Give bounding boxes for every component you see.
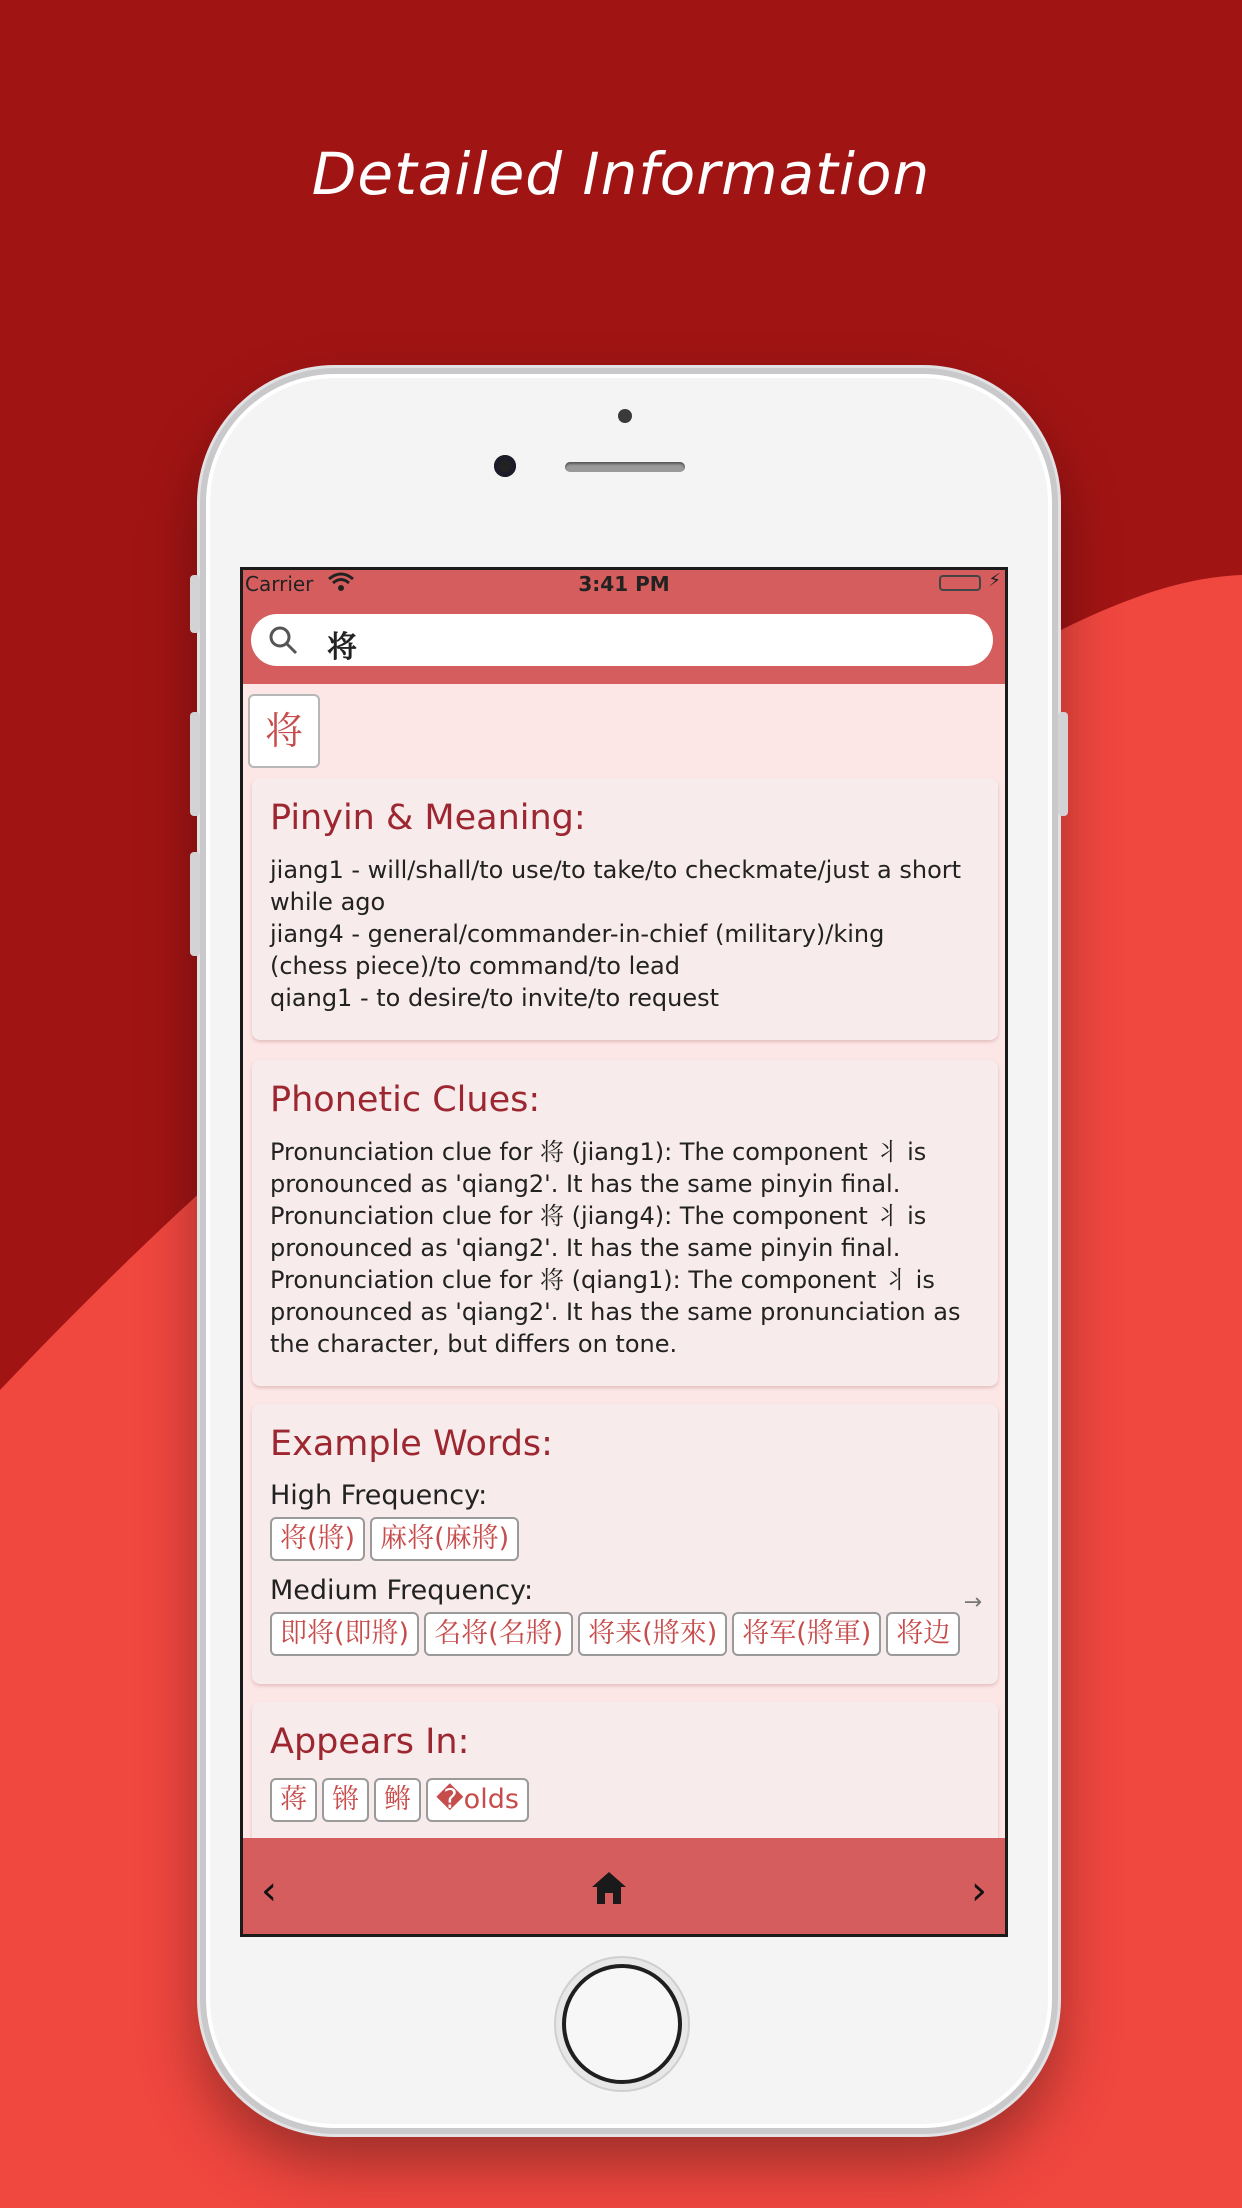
example-words-card: [252, 1404, 998, 1684]
high-frequency-label: High Frequency:: [270, 1480, 488, 1511]
character-chip[interactable]: 鳉: [374, 1778, 421, 1822]
search-icon: [267, 624, 299, 656]
word-chip[interactable]: 即将(即將): [270, 1612, 419, 1656]
app-screen: [240, 567, 1008, 1937]
clue-line: pronounced as 'qiang2'. It has the same pinyin final.: [270, 1234, 901, 1262]
appears-in-list: [270, 1778, 980, 1822]
volume-up-button: [190, 712, 200, 816]
word-chip[interactable]: 将来(將來): [578, 1612, 727, 1656]
meaning-line: (chess piece)/to command/to lead: [270, 952, 680, 980]
front-camera: [494, 455, 516, 477]
back-chevron-icon[interactable]: ‹: [261, 1868, 277, 1914]
meaning-line: jiang4 - general/commander-in-chief (military)/king: [270, 920, 885, 948]
example-words-title: Example Words:: [270, 1424, 553, 1464]
charging-icon: ⚡: [988, 570, 1001, 591]
carrier-label: Carrier: [245, 572, 314, 596]
battery-icon: [939, 575, 981, 591]
top-bar: [243, 570, 1005, 684]
word-chip[interactable]: 将边: [886, 1612, 960, 1656]
clue-line: pronounced as 'qiang2'. It has the same pronunciation as: [270, 1298, 961, 1326]
home-button[interactable]: [562, 1964, 682, 2084]
meaning-line: jiang1 - will/shall/to use/to take/to checkmate/just a short: [270, 856, 962, 884]
earpiece-speaker: [565, 462, 685, 472]
bottom-nav-bar: [243, 1838, 1005, 1934]
character-chip[interactable]: �olds: [426, 1778, 529, 1822]
power-button: [1058, 712, 1068, 816]
phonetic-clues-card: [252, 1060, 998, 1386]
status-bar: [243, 570, 1005, 600]
pinyin-meaning-card: [252, 778, 998, 1040]
search-field[interactable]: [251, 614, 993, 666]
word-chip[interactable]: 将军(將軍): [732, 1612, 881, 1656]
clue-line: the character, but differs on tone.: [270, 1330, 678, 1358]
search-input-value[interactable]: 将: [327, 630, 357, 665]
clue-line: Pronunciation clue for 将 (jiang1): The component 丬 is: [270, 1138, 927, 1166]
medium-frequency-list[interactable]: [270, 1612, 980, 1656]
appears-in-title: Appears In:: [270, 1722, 470, 1762]
volume-down-button: [190, 852, 200, 956]
high-frequency-list: [270, 1517, 980, 1561]
mute-switch: [190, 575, 200, 633]
pinyin-meaning-title: Pinyin & Meaning:: [270, 798, 586, 838]
character-tile[interactable]: 将: [248, 694, 320, 768]
scroll-right-icon: →: [963, 1590, 982, 1615]
status-time: 3:41 PM: [578, 572, 670, 596]
phonetic-clues-title: Phonetic Clues:: [270, 1080, 541, 1120]
character-chip[interactable]: 锵: [322, 1778, 369, 1822]
home-icon[interactable]: [589, 1868, 629, 1908]
word-chip[interactable]: 将(將): [270, 1517, 365, 1561]
proximity-sensor: [618, 409, 632, 423]
forward-chevron-icon[interactable]: ›: [971, 1868, 987, 1914]
clue-line: Pronunciation clue for 将 (qiang1): The component 丬 is: [270, 1266, 935, 1294]
character-chip[interactable]: 蒋: [270, 1778, 317, 1822]
clue-line: Pronunciation clue for 将 (jiang4): The component 丬 is: [270, 1202, 927, 1230]
meaning-line: while ago: [270, 888, 386, 916]
word-chip[interactable]: 麻将(麻將): [370, 1517, 519, 1561]
word-chip[interactable]: 名将(名將): [424, 1612, 573, 1656]
clue-line: pronounced as 'qiang2'. It has the same pinyin final.: [270, 1170, 901, 1198]
medium-frequency-label: Medium Frequency:: [270, 1575, 534, 1606]
meaning-line: qiang1 - to desire/to invite/to request: [270, 984, 720, 1012]
headline: Detailed Information: [311, 140, 931, 208]
